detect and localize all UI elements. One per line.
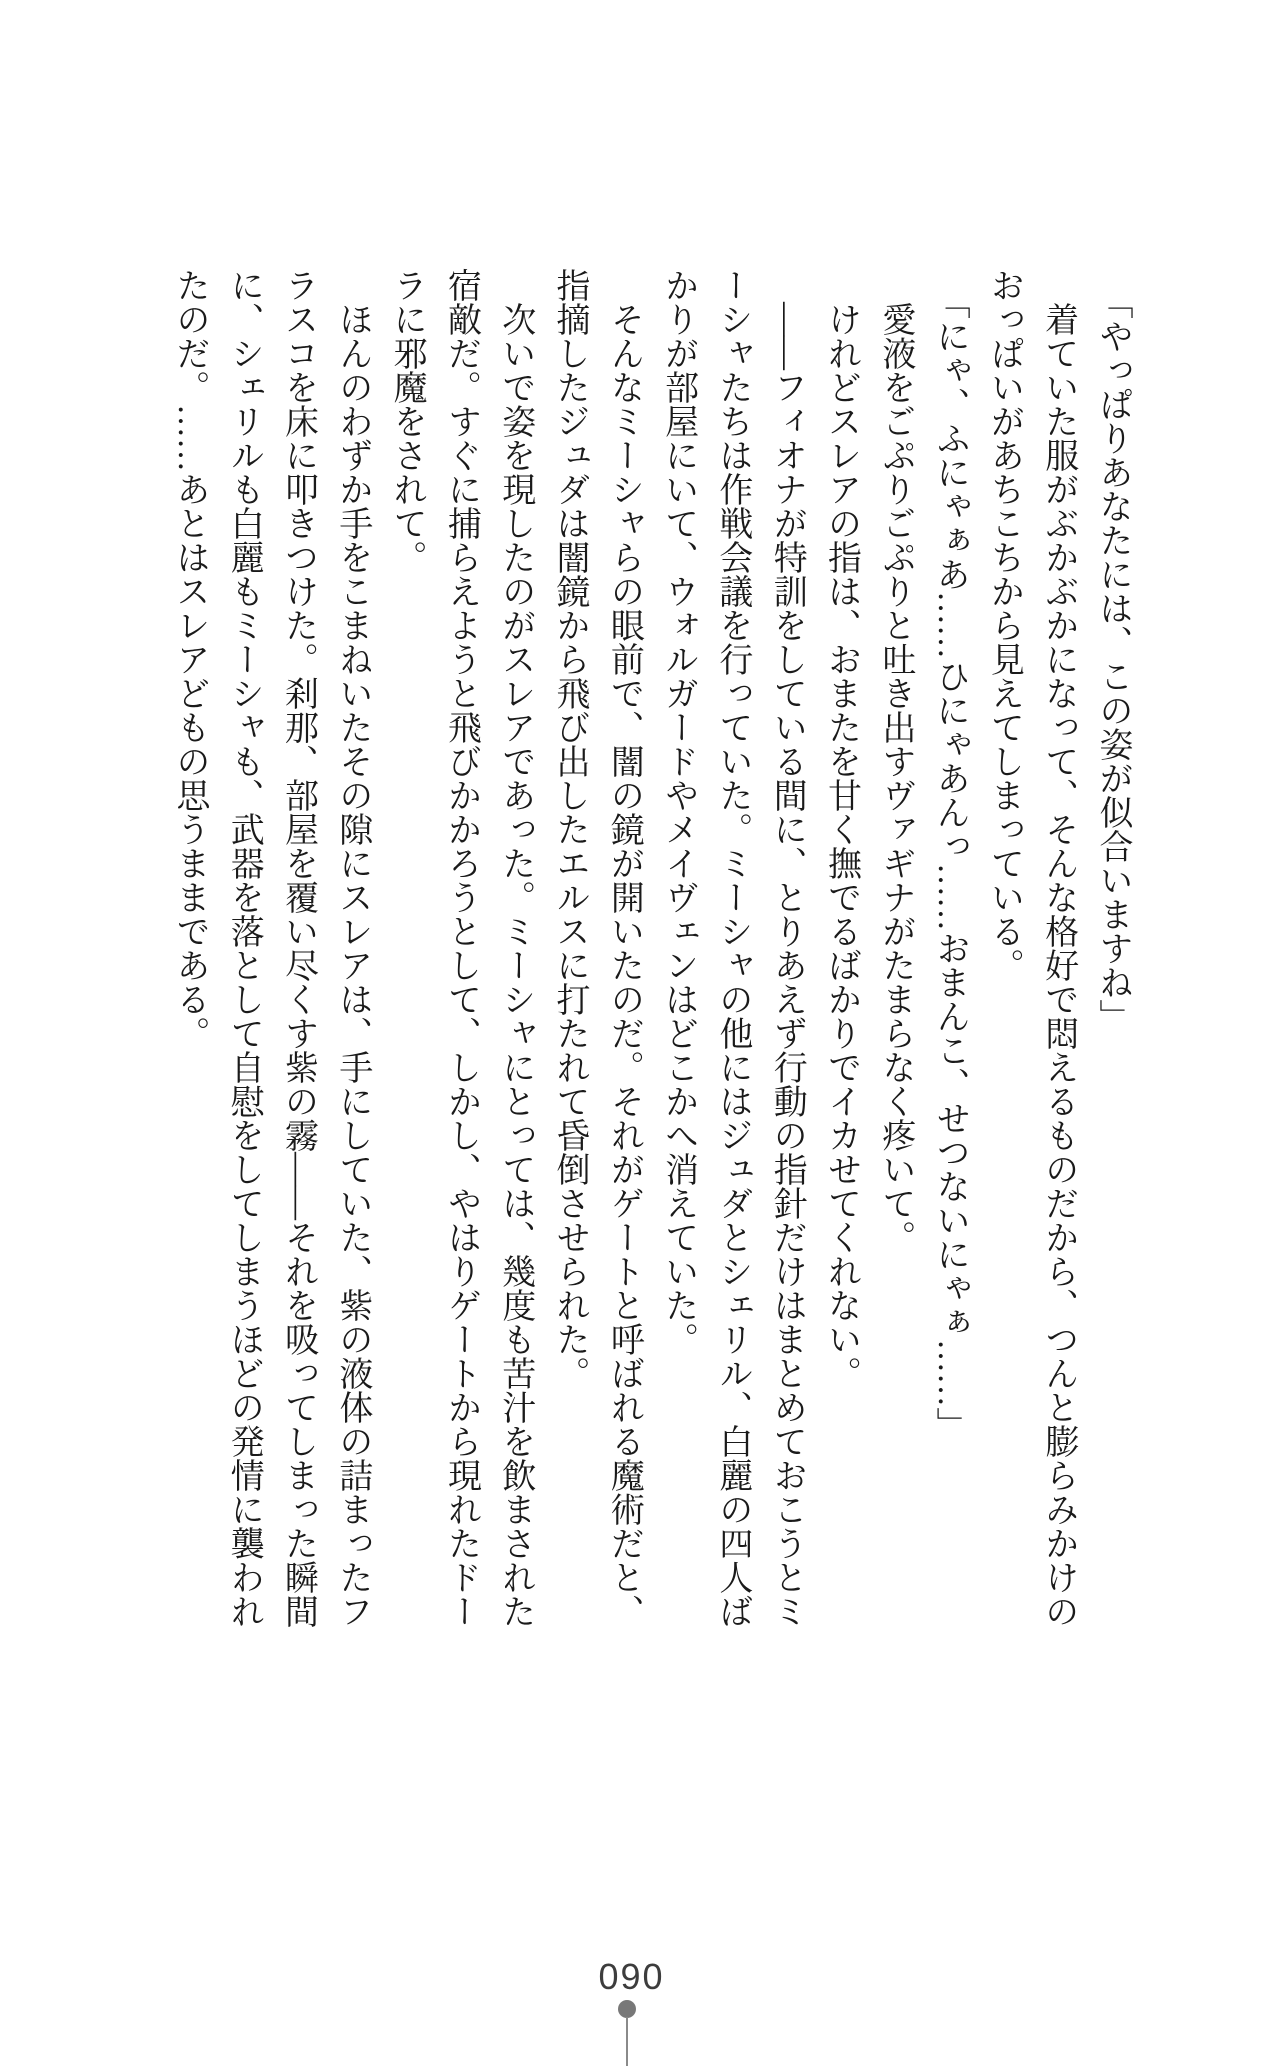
body-text [161,268,1139,1642]
paragraph: けれどスレアの指は、おまたを甘く撫でるばかりでイカせてくれない。 [822,302,860,1390]
paragraph-dialogue: 「やっぱりあなたには、この姿が似合いますね」 [1094,285,1131,1033]
paragraph: 着ていた服がぶかぶかになって、そんな格好で悶えるものだから、つんと膨らみかけのおっぱいがあちこちから見えてしまっている。 [985,268,1077,1628]
paragraph: ほんのわずか手をこまねいたその隙にスレアは、手にしていた、紫の液体の詰まったフラスコを床に叩きつけた。刹那、部屋を覆い尽くす紫の霧――それを吸ってしまった瞬間に、シェリルも白麗もミーシャも、武器を落として自慰をしてしまうほどの発情に襲われたのだ。……あとはスレアどもの思うままである。 [170,268,371,1628]
paragraph: ――フィオナが特訓をしている間に、とりあえず行動の指針だけはまとめておこうとミーシャたちは作戦会議を行っていた。ミーシャの他にはジュダとシェリル、白麗の四人ばかりが部屋にいて、ウォルガードやメイヴェンはどこかへ消えていた。 [659,268,806,1628]
page-number: 090 [598,1956,665,1997]
footer-dot-ornament [618,2000,636,2018]
paragraph: 次いで姿を現したのがスレアであった。ミーシャにとっては、幾度も苦汁を飲まされた宿敵だ。すぐに捕らえようと飛びかかろうとして、しかし、やはりゲートから現れたドーラに邪魔をされて。 [388,268,534,1628]
paragraph: そんなミーシャらの眼前で、闇の鏡が開いたのだ。それがゲートと呼ばれる魔術だと、指摘したジュダは闇鏡から飛び出したエルスに打たれて昏倒させられた。 [551,268,643,1628]
paragraph-dialogue: 「にゃ、ふにゃぁあ……ひにゃあんっ……おまんこ、せつないにゃぁ……」 [931,285,969,1441]
paragraph: 愛液をごぷりごぷりと吐き出すヴァギナがたまらなく疼いて。 [876,302,914,1254]
footer-line-ornament [626,2017,628,2066]
